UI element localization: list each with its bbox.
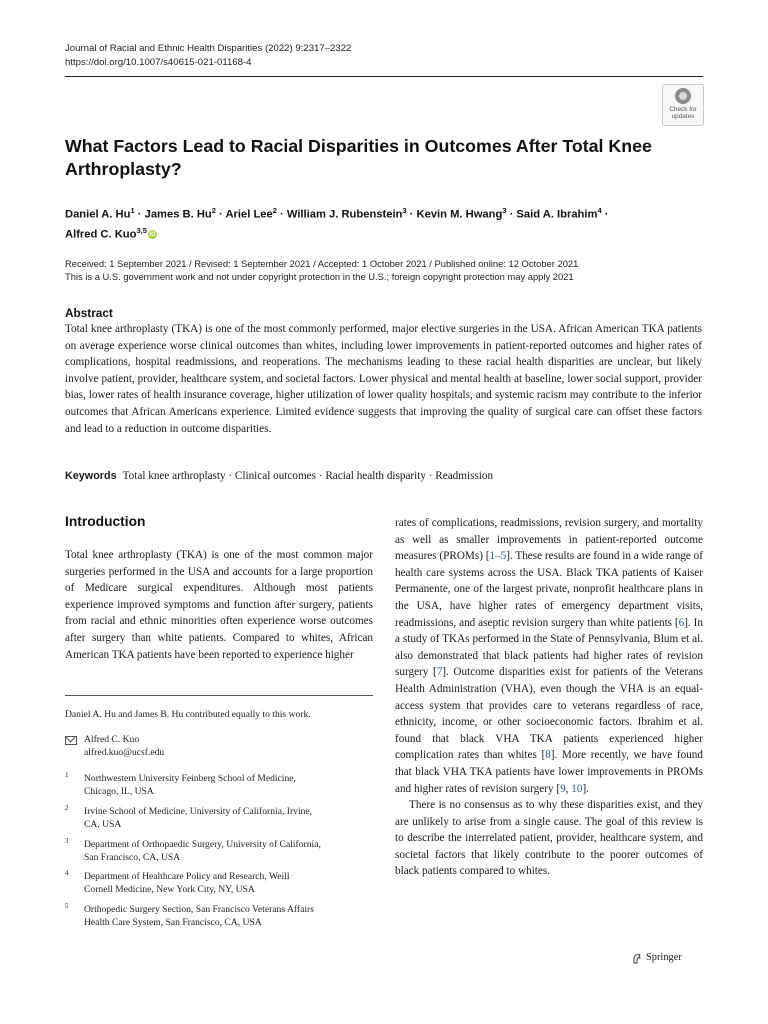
journal-citation: Journal of Racial and Ethnic Health Disparities (2022) 9:2317–2322 — [65, 43, 352, 54]
intro-paragraph-2: There is no consensus as to why these disparities exist, and they are unlikely to arise from a single cause. The goal of this review is to describe the interrelated patient, provider, healthcare system, and societal factors that likely contribute to the poorer outcomes of black patients compared to whites. — [395, 799, 703, 878]
citation-link[interactable]: 7 — [436, 666, 443, 679]
affiliation-number: 3 — [65, 837, 69, 845]
abstract-heading: Abstract — [65, 306, 113, 320]
author[interactable]: Ariel Lee — [225, 208, 273, 221]
keywords-list: Total knee arthroplasty · Clinical outcomes · Racial health disparity · Readmission — [122, 470, 494, 482]
contact-name: Alfred C. Kuo — [84, 734, 140, 745]
citation-link[interactable]: 10 — [571, 782, 583, 795]
header-divider — [65, 76, 703, 77]
affiliation: Department of Orthopaedic Surgery, University of California, San Francisco, CA, USA — [84, 839, 321, 863]
intro-paragraph-continued: rates of complications, readmissions, revision surgery, and mortality as well as smaller improvements in patient-reported outcome measures (PROMs) [1–5]. These results are found in a wide range of health care systems across the USA. Black TKA patients of Kaiser Permanente, one of the largest private, nonprofit healthcare plans in the USA, have higher rates of emergency department visits, readmissions, and aseptic revision surgery than white patients [6]. In a study of TKAs performed in the State of Pennsylvania, Blum et al. also demonstrated that black patients had higher rates of revision surgery [7]. Outcome disparities exist for patients of the Veterans Health Administration (VHA), even though the VHA is an equal-access system that provides care to veterans regardless of race, ethnicity, income, or other socioeconomic factors. Ibrahim et al. found that black VHA TKA patients experienced higher complication rates than whites [8]. More recently, we have found that black VHA TKA patients have lower improvements in PROMs and higher rates of revision surgery [9, 10]. — [395, 517, 704, 795]
citation-link[interactable]: 9 — [560, 782, 566, 795]
author[interactable]: Kevin M. Hwang — [416, 208, 503, 221]
keywords-heading: Keywords — [65, 470, 117, 482]
abstract-text: Total knee arthroplasty (TKA) is one of the most commonly performed, major elective surgeries in the USA. African American TKA patients on average experience worse clinical outcomes than whites, including lower improvements in patient-reported outcomes and higher rates of complications, hospital readmissions, and reoperations. The mechanisms leading to these racial health disparities are unclear, but likely involve patient, provider, healthcare system, and societal factors. Lower physical and mental health at baseline, lower social support, provider bias, lower rates of health insurance coverage, higher utilization of lower quality hospitals, and systemic racism may contribute to the inferior outcomes that African Americans experience. Limited evidence suggests that improving the quality of surgical care can offset these factors and lead to a reduction in outcome disparities. — [65, 323, 702, 435]
doi-link[interactable]: https://doi.org/10.1007/s40615-021-01168-4 — [65, 57, 252, 68]
keywords — [65, 468, 705, 484]
journal-header — [65, 42, 351, 70]
author[interactable]: Daniel A. Hu — [65, 208, 131, 221]
citation-link[interactable]: 8 — [545, 749, 551, 762]
check-updates-icon — [675, 88, 691, 104]
mail-icon — [65, 736, 77, 745]
publication-dates — [65, 257, 705, 283]
affiliation: Orthopedic Surgery Section, San Francisco Veterans Affairs Health Care System, San Francisco, CA, USA — [84, 904, 314, 928]
author[interactable]: James B. Hu — [144, 208, 212, 221]
intro-right-column — [395, 515, 703, 880]
author[interactable]: Alfred C. Kuo — [65, 228, 137, 241]
footnote-divider — [65, 695, 373, 696]
affiliation: Northwestern University Feinberg School of Medicine, Chicago, IL, USA — [84, 773, 296, 797]
publisher-logo: Springer — [646, 952, 682, 963]
affiliation-number: 4 — [65, 869, 69, 877]
springer-horse-icon — [632, 953, 642, 964]
check-updates-text: Check for updates — [669, 106, 697, 120]
author[interactable]: Said A. Ibrahim — [516, 208, 598, 221]
article-title: What Factors Lead to Racial Disparities in Outcomes After Total Knee Arthroplasty? — [65, 136, 652, 179]
contact-email[interactable]: alfred.kuo@ucsf.edu — [84, 747, 165, 758]
copyright-line: This is a U.S. government work and not under copyright protection in the U.S.; foreign copyright protection may apply 2021 — [65, 271, 574, 282]
corresponding-author — [84, 733, 364, 759]
check-for-updates-badge[interactable] — [662, 84, 704, 126]
affiliation: Department of Healthcare Policy and Research, Weill Cornell Medicine, New York City, NY, USA — [84, 871, 290, 895]
affiliation-number: 2 — [65, 804, 69, 812]
citation-link[interactable]: 6 — [678, 616, 685, 629]
orcid-icon[interactable]: iD — [149, 231, 156, 239]
introduction-heading: Introduction — [65, 514, 146, 529]
author-list: Daniel A. $Hu^1$ · James B. $Hu^2$ · Ariel Lee$^2$ · William J. Rubenstein$^3$ · Kevin M. Hwang$^3$ · Said A. Ibrahim$^4$ · Alfred C. Kuo$^{3,5}$iD — [65, 206, 609, 241]
equal-contribution-note: Daniel A. Hu and James B. Hu contributed equally to this work. — [65, 709, 311, 720]
affiliation-number: 1 — [65, 771, 69, 779]
affiliation-number: 5 — [65, 902, 69, 910]
intro-paragraph-left: Total knee arthroplasty (TKA) is one of the most common major surgeries performed in the USA and accounts for a large proportion of Medicare surgical expenditures. Although most patients experience improved symptoms and function after surgery, patients from racial and ethnic minorities often experience worse outcomes after surgery than white patients. Compared to whites, African American TKA patients have been reported to experience higher — [65, 549, 373, 661]
affiliation: Irvine School of Medicine, University of California, Irvine, CA, USA — [84, 806, 313, 830]
dates-line: Received: 1 September 2021 / Revised: 1 September 2021 / Accepted: 1 October 2021 / Published online: 12 October 2021 — [65, 258, 579, 269]
author[interactable]: William J. Rubenstein — [286, 208, 403, 221]
citation-link[interactable]: 1–5 — [489, 550, 507, 563]
